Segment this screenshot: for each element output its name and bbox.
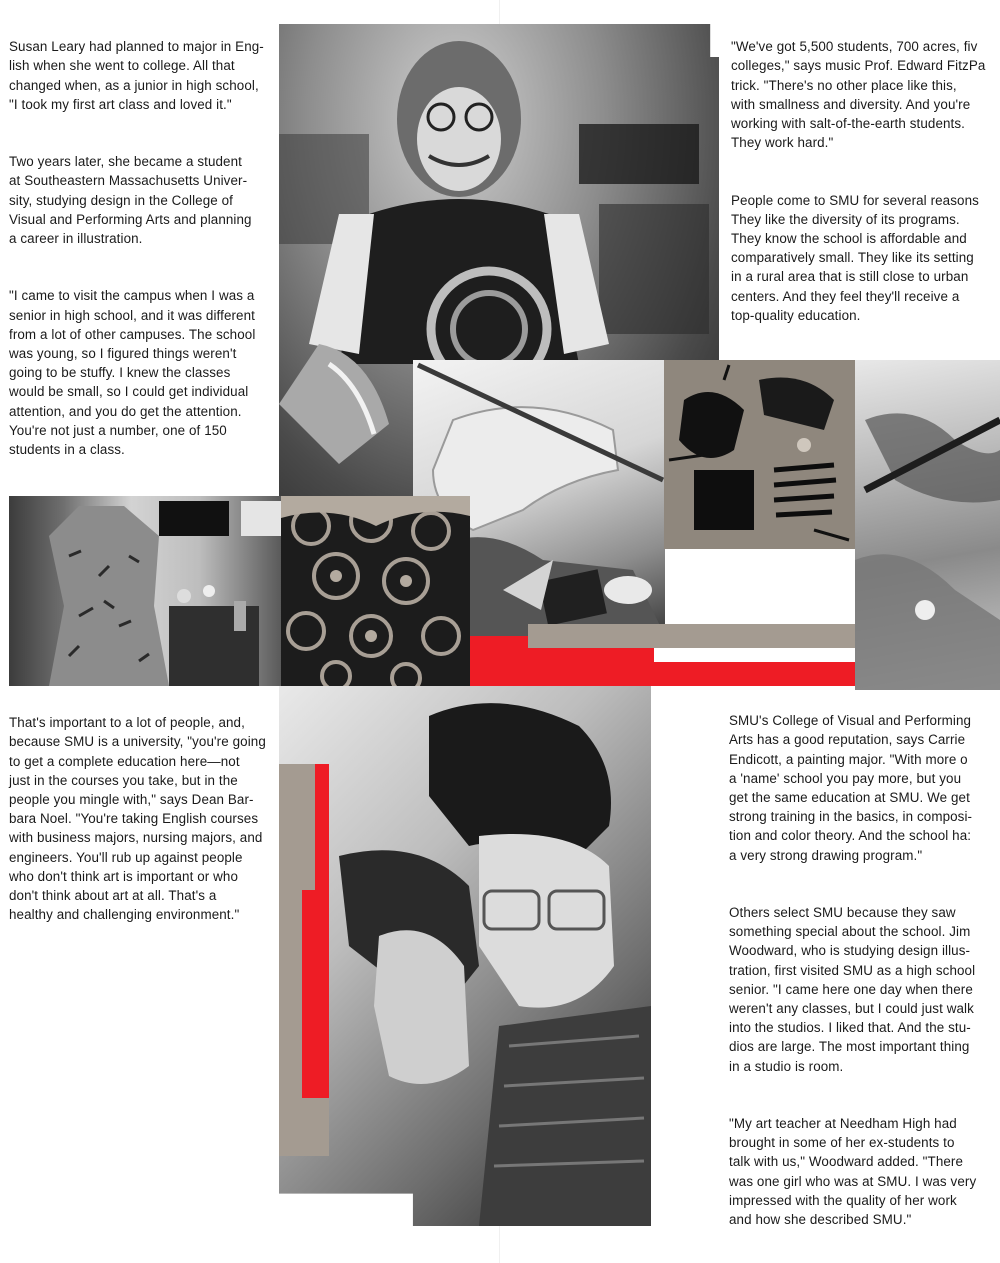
red-vertical-bar-bottom <box>302 890 329 1098</box>
text-column-right-bottom <box>729 692 1000 1248</box>
studio-dress-illustration <box>9 496 281 686</box>
photo-abstract-art <box>664 360 855 549</box>
photo-studio-dress <box>9 496 281 686</box>
photo-ink-wash <box>855 360 1000 690</box>
photo-two-students <box>279 686 651 1226</box>
red-vertical-bar-top <box>315 764 329 892</box>
paragraph: Susan Leary had planned to major in Eng- lish when she went to college. All that changed when, as a junior in high school, "I took my first art class and loved it." <box>9 39 264 112</box>
paragraph: "We've got 5,500 students, 700 acres, fiv colleges," says music Prof. Edward FitzPa trick. "There's no other place like this, with smallness and diversity. And you're working with salt-of-the-earth students. They work hard." <box>731 39 986 151</box>
paragraph: "My art teacher at Needham High had brought in some of her ex-students to talk with us," Woodward added. "There was one girl who was at SMU. I was very impressed with the quality of her work and how she described SMU." <box>729 1116 977 1228</box>
paragraph: "I came to visit the campus when I was a senior in high school, and it was different from a lot of other campuses. The school was young, so I figured things weren't going to be stuffy. I knew the classes would be small, so I could get individual attention, and you do get the attention. You're not just a number, one of 150 students in a class. <box>9 288 256 458</box>
two-students-illustration <box>279 686 651 1226</box>
gray-step-bar <box>528 624 855 648</box>
paragraph: SMU's College of Visual and Performing Arts has a good reputation, says Carrie Endicott, a painting major. "With more o a 'name' school you pay more, but you get the same education at SMU. We get strong training in the basics, in composi- tion and color theory. And the school ha: a very strong drawing program." <box>729 713 973 863</box>
photo-lace-pattern <box>281 496 470 686</box>
text-column-right-top <box>731 18 1000 344</box>
red-step-bar-left <box>470 636 528 686</box>
abstract-art-illustration <box>664 360 855 549</box>
lace-pattern-illustration <box>281 496 470 686</box>
paragraph: Two years later, she became a student at Southeastern Massachusetts Univer- sity, studying design in the College of Visual and Performing Arts and planning a career in illustration. <box>9 154 252 247</box>
ink-wash-illustration <box>855 360 1000 690</box>
paragraph: That's important to a lot of people, and, because SMU is a university, "you're going to get a complete education here—not just in the courses you take, but in the people you mingle with," says Dean Bar- bara Noel. "You're taking English courses with business majors, nursing majors, and engineers. You'll rub up against people who don't think art is important or who don't think about art at all. That's a healthy and challenging environment." <box>9 715 266 923</box>
text-column-left-top <box>9 18 274 574</box>
red-step-bar-mid <box>528 648 654 686</box>
text-column-left-bottom <box>9 694 277 944</box>
paragraph: Others select SMU because they saw something special about the school. Jim Woodward, who is studying design illus- tration, first visited SMU as a high school senior. "I came here one day when there weren't any classes, but I could just walk into the studios. I liked that. And the stu- dios are large. The most important thing in a studio is room. <box>729 905 976 1074</box>
paragraph: People come to SMU for several reasons They like the diversity of its programs. They know the school is affordable and comparatively small. They like its setting in a rural area that is still close to urban centers. And they feel they'll receive a top-quality education. <box>731 192 979 323</box>
red-step-bar-right <box>654 662 855 686</box>
